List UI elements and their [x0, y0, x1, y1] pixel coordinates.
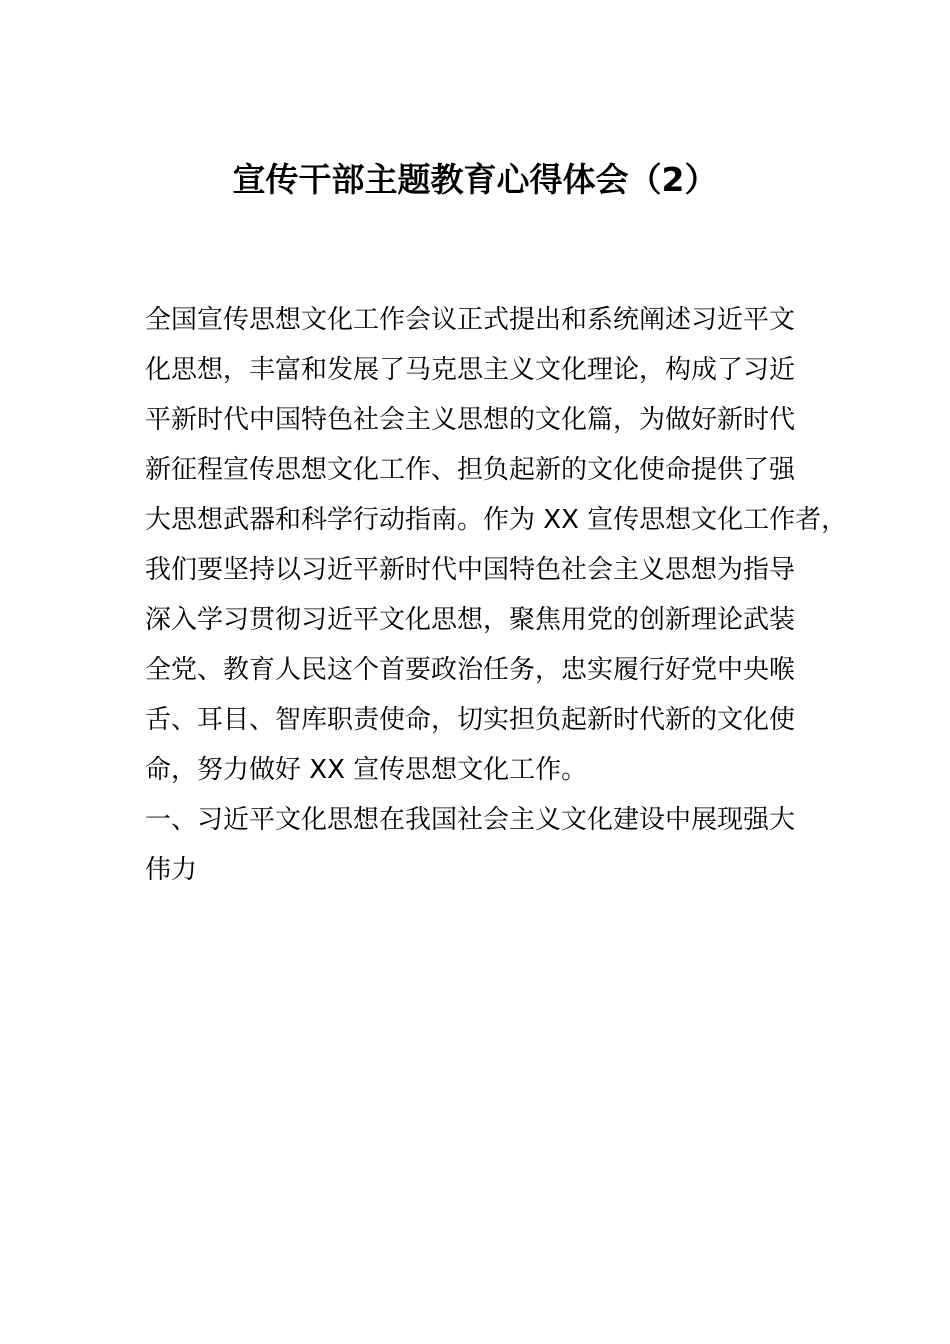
body-line: 全党、教育人民这个首要政治任务，忠实履行好党中央喉	[145, 655, 796, 685]
section-heading-line: 一、习近平文化思想在我国社会主义文化建设中展现强大	[145, 805, 796, 835]
body-line: 我们要坚持以习近平新时代中国特色社会主义思想为指导	[145, 555, 796, 585]
body-line: 新征程宣传思想文化工作、担负起新的文化使命提供了强	[145, 455, 796, 485]
body-line: 全国宣传思想文化工作会议正式提出和系统阐述习近平文	[145, 305, 796, 335]
body-line: 舌、耳目、智库职责使命，切实担负起新时代新的文化使	[145, 705, 796, 735]
body-line: 平新时代中国特色社会主义思想的文化篇，为做好新时代	[145, 405, 796, 435]
document-title: 宣传干部主题教育心得体会（2）	[232, 160, 718, 199]
body-line: 深入学习贯彻习近平文化思想，聚焦用党的创新理论武装	[145, 605, 796, 635]
section-heading-line: 伟力	[145, 855, 198, 885]
body-line: 化思想，丰富和发展了马克思主义文化理论，构成了习近	[145, 355, 796, 385]
body-line: 大思想武器和科学行动指南。作为 XX 宣传思想文化工作者，	[145, 505, 848, 535]
document-body	[145, 295, 848, 895]
body-line: 命，努力做好 XX 宣传思想文化工作。	[145, 755, 588, 785]
